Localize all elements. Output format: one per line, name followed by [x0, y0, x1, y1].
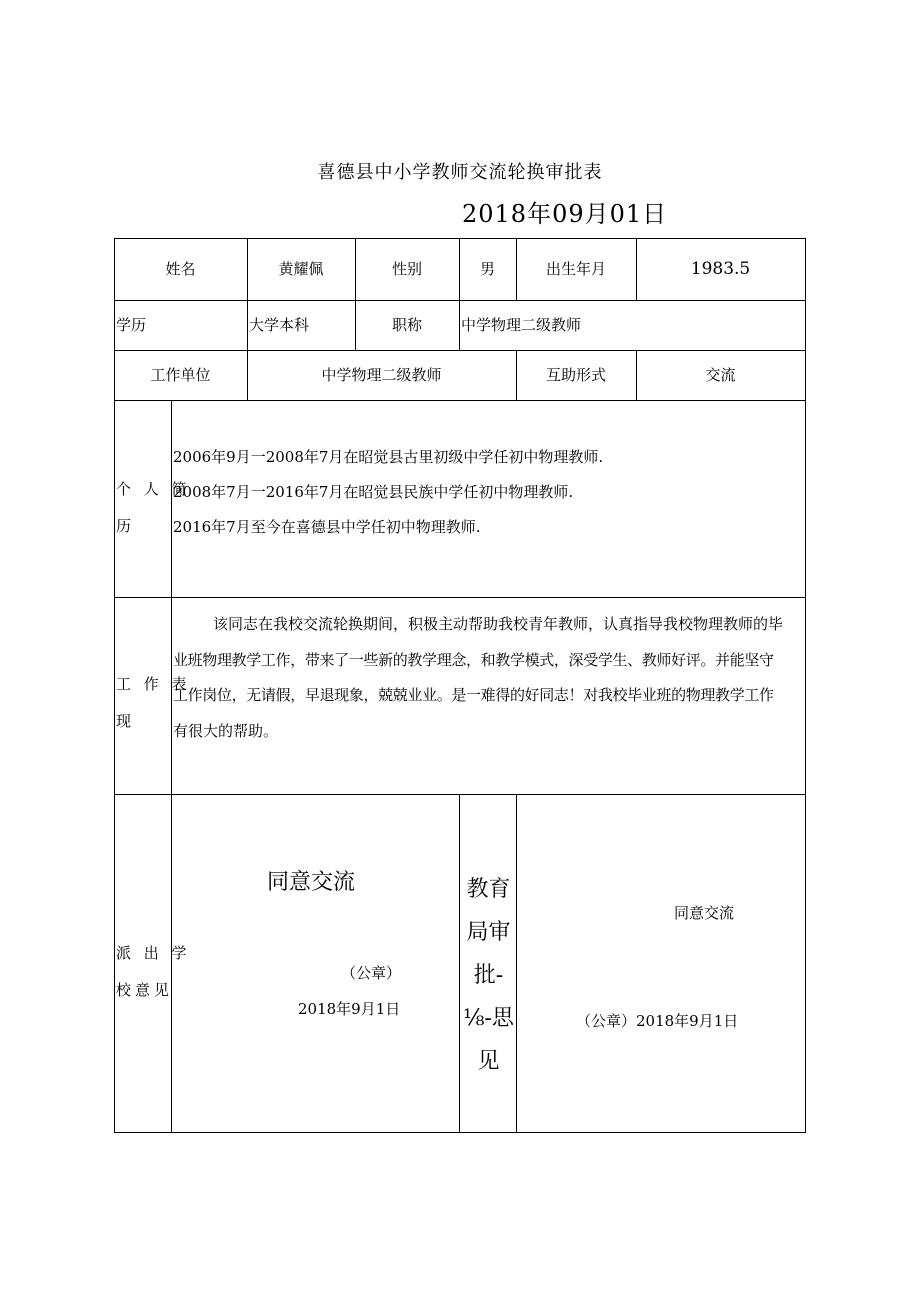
bureau-label-line: 局审: [466, 920, 511, 945]
education-value: 大学本科: [249, 316, 310, 334]
performance-text: [173, 607, 803, 749]
bureau-label: [460, 868, 517, 1083]
resume-line: 2008年7月一2016年7月在昭觉县民族中学任初中物理教师.: [173, 483, 574, 501]
birth-value: 1983.5: [690, 259, 751, 279]
mode-label: 互助形式: [545, 366, 606, 384]
school-seal: （公章）: [341, 964, 402, 982]
bureau-label-line: 见: [477, 1049, 500, 1074]
name-value: 黄耀佩: [278, 260, 324, 278]
school-date: 2018年9月1日: [298, 1000, 401, 1018]
bureau-opinion-text: 同意交流: [674, 904, 735, 922]
bureau-seal-date: （公章）2018年9月1日: [576, 1012, 739, 1030]
school-opinion-text: 同意交流: [267, 870, 356, 895]
performance-line: 工作岗位，无请假，早退现象，兢兢业业。是一难得的好同志！对我校毕业班的物理教学工作: [173, 686, 774, 704]
resume-label-line1: 个 人 简: [116, 480, 191, 498]
work-unit-label: 工作单位: [150, 366, 211, 384]
gender-label: 性别: [391, 260, 422, 278]
bureau-label-line: 批-: [473, 963, 504, 988]
performance-line: 有很大的帮助。: [173, 721, 279, 740]
form-title: 喜德县中小学教师交流轮换审批表: [317, 162, 603, 183]
education-label: 学历: [116, 316, 147, 334]
job-title-label: 职称: [391, 316, 422, 334]
work-unit-value: 中学物理二级教师: [321, 366, 442, 384]
name-label: 姓名: [165, 260, 196, 278]
school-opinion-label-line1: 派 出 学: [116, 944, 191, 962]
performance-line: 该同志在我校交流轮换期间，积极主动帮助我校青年教师，认真指导我校物理教师的毕: [213, 615, 784, 633]
job-title-value: 中学物理二级教师: [461, 316, 582, 334]
resume-line: 2016年7月至今在喜德县中学任初中物理教师.: [173, 518, 481, 536]
resume-line: 2006年9月一2008年7月在昭觉县古里初级中学任初中物理教师.: [173, 448, 604, 466]
birth-label: 出生年月: [545, 260, 606, 278]
mode-value: 交流: [705, 366, 736, 384]
form-date: 2018年09月01日: [462, 200, 668, 228]
resume-label-line2: 历: [116, 517, 136, 535]
gender-value: 男: [479, 260, 495, 278]
bureau-label-line: ⅛-思: [463, 1006, 514, 1031]
performance-label-line1: 工 作 表: [116, 675, 191, 693]
school-opinion-label-line2: 校意见: [116, 981, 174, 999]
resume-lines: [173, 440, 603, 545]
performance-label-line2: 现: [116, 712, 136, 730]
school-opinion-label: [116, 935, 191, 1009]
bureau-label-line: 教育: [466, 877, 511, 902]
performance-line: 业班物理教学工作，带来了一些新的教学理念，和教学模式，深受学生、教师好评。并能坚守: [173, 650, 774, 669]
